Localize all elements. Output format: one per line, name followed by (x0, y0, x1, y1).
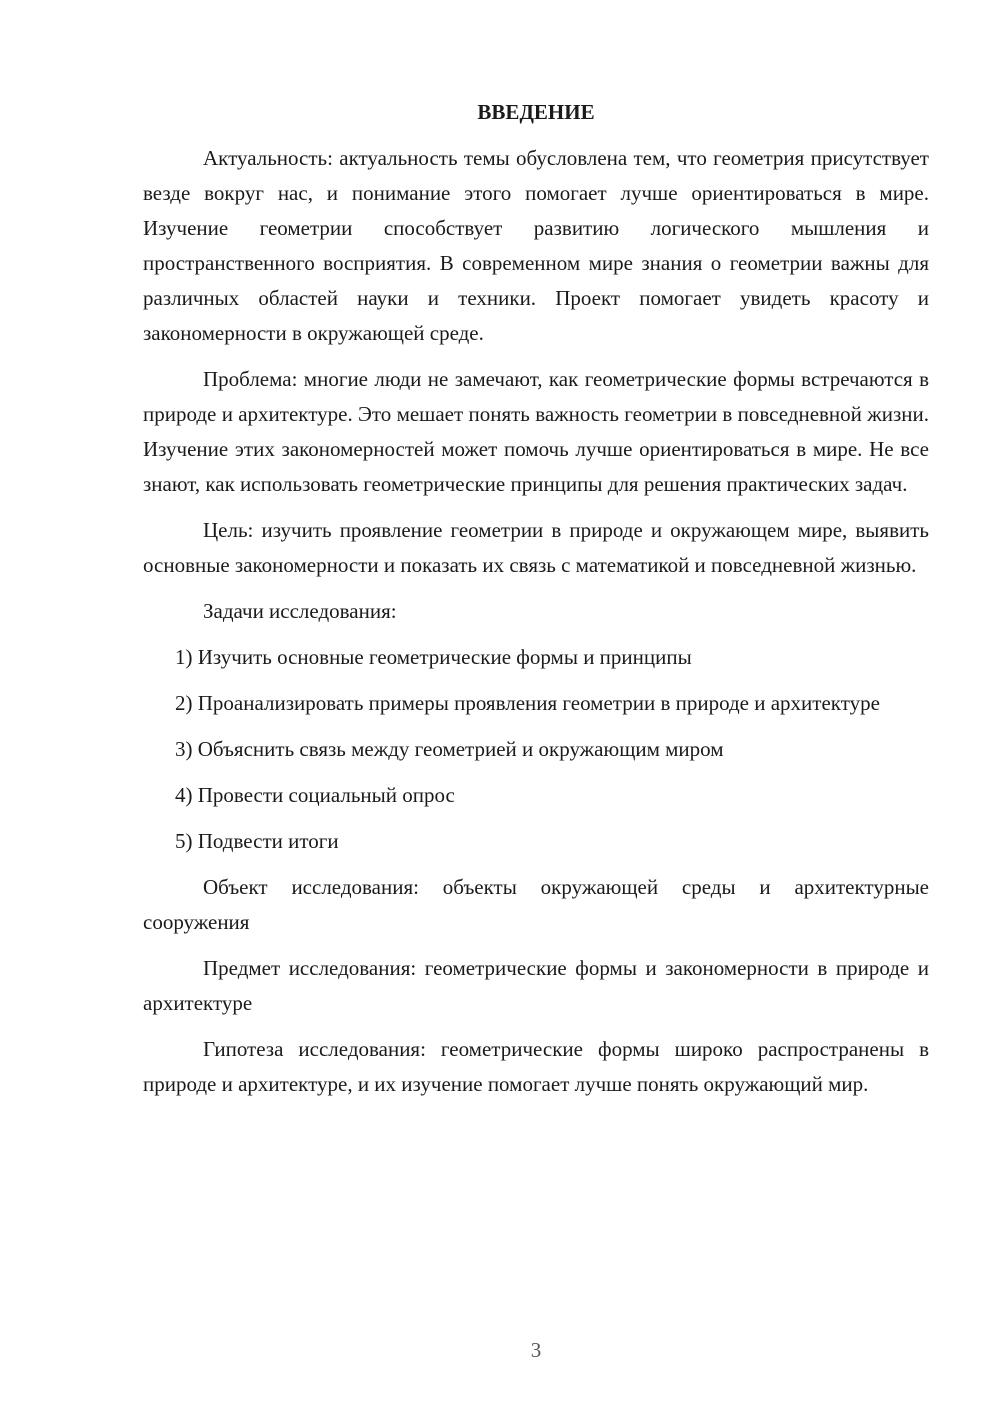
task-item: 1) Изучить основные геометрические формы и принципы (175, 645, 692, 669)
paragraph-problem: Проблема: многие люди не замечают, как геометрические формы встречаются в природе и архитектуре. Это мешает понять важность геометрии в повседневной жизни. Изучение этих закономерностей может помочь лучше ориентироваться в мире. Не все знают, как использовать геометрические принципы для решения практических задач. (143, 367, 929, 496)
task-item: 2) Проанализировать примеры проявления геометрии в природе и архитектуре (175, 691, 880, 715)
task-item: 4) Провести социальный опрос (175, 783, 455, 807)
task-item: 5) Подвести итоги (175, 829, 339, 853)
page-number: 3 (530, 1338, 542, 1362)
paragraph-relevance: Актуальность: актуальность темы обусловлена тем, что геометрия присутствует везде вокруг нас, и понимание этого помогает лучше ориентироваться в мире. Изучение геометрии способствует развитию логического мышления и пространственного восприятия. В современном мире знания о геометрии важны для различных областей науки и техники. Проект помогает увидеть красоту и закономерности в окружающей среде. (143, 146, 929, 345)
task-item: 3) Объяснить связь между геометрией и окружающим миром (175, 737, 724, 761)
paragraph-hypothesis: Гипотеза исследования: геометрические формы широко распространены в природе и архитектуре, и их изучение помогает лучше понять окружающий мир. (143, 1037, 929, 1096)
page-title: ВВЕДЕНИЕ (477, 100, 595, 124)
paragraph-object: Объект исследования: объекты окружающей среды и архитектурные сооружения (143, 875, 929, 934)
page-content (143, 95, 929, 1113)
paragraph-subject: Предмет исследования: геометрические формы и закономерности в природе и архитектуре (143, 956, 929, 1015)
paragraph-goal: Цель: изучить проявление геометрии в природе и окружающем мире, выявить основные закономерности и показать их связь с математикой и повседневной жизнью. (143, 518, 929, 577)
paragraph-tasks-heading: Задачи исследования: (203, 599, 397, 623)
